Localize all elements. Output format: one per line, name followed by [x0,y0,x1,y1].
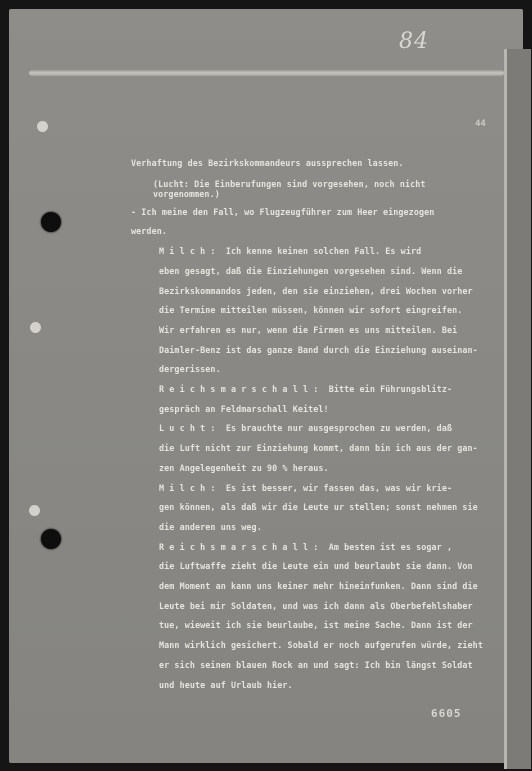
top-fold-line [29,70,504,76]
page-number: 44 [475,119,486,129]
punch-mark-middle [30,322,41,333]
punch-hole-2 [41,529,61,549]
page-edge-strip [504,49,531,769]
paragraph-1: Verhaftung des Bezirkskommandeurs aussprechen lassen. [131,158,404,168]
paragraph-lucht: L u c h t : Es brauchte nur ausgesprochen zu werden, daß die Luft nicht zur Einziehung kommt, dann bin ich aus der gan- zen Angelegenheit zu 90 % heraus. [159,423,478,473]
paragraph-lucht-note: (Lucht: Die Einberufungen sind vorgesehen, noch nicht vorgenommen.) [153,178,426,199]
handwritten-number: 84 [399,29,429,54]
punch-mark-top [37,121,48,132]
paragraph-reichsmarschall-2: R e i c h s m a r s c h a l l : Am besten ist es sogar , die Luftwaffe zieht die Leute ein und beurlaubt sie dann. Von dem Moment an kann uns keiner mehr hineinfunken. Dann sind die Leute bei mir Soldaten, und was ich dann als Oberbefehlshaber tue, wieweit ich sie beurlaube, ist meine Sache. Dann ist der Mann wirklich gesichert. Sobald er noch aufgerufen würde, zieht er sich seinen blauen Rock an und sagt: Ich bin längst Soldat und heute auf Urlaub hier. [159,541,483,690]
punch-mark-lower [29,505,40,516]
paragraph-milch-1: M i l c h : Ich kenne keinen solchen Fall. Es wird eben gesagt, daß die Einziehungen vorgesehen sind. Wenn die Bezirkskommandos jeden, den sie einziehen, drei Wochen vorher die Termine mitteilen müssen, können wir sofort eingreifen. Wir erfahren es nur, wenn die Firmen es uns mitteilen. Bei Daimler-Benz ist das ganze Band durch die Einziehung auseinan- dergerissen. [159,246,478,375]
paragraph-milch-2: M i l c h : Es ist besser, wir fassen das, was wir krie- gen können, als daß wir die Leute ur stellen; sonst nehmen sie die anderen uns weg. [159,482,478,532]
document-code: 6605 [431,707,462,720]
document-sheet [9,9,523,763]
punch-hole-1 [41,212,61,232]
paragraph-2: - Ich meine den Fall, wo Flugzeugführer zum Heer eingezogen werden. [131,206,435,237]
paragraph-reichsmarschall-1: R e i c h s m a r s c h a l l : Bitte ein Führungsblitz- gespräch an Feldmarschall Keitel! [159,384,453,414]
document-body [131,154,503,695]
